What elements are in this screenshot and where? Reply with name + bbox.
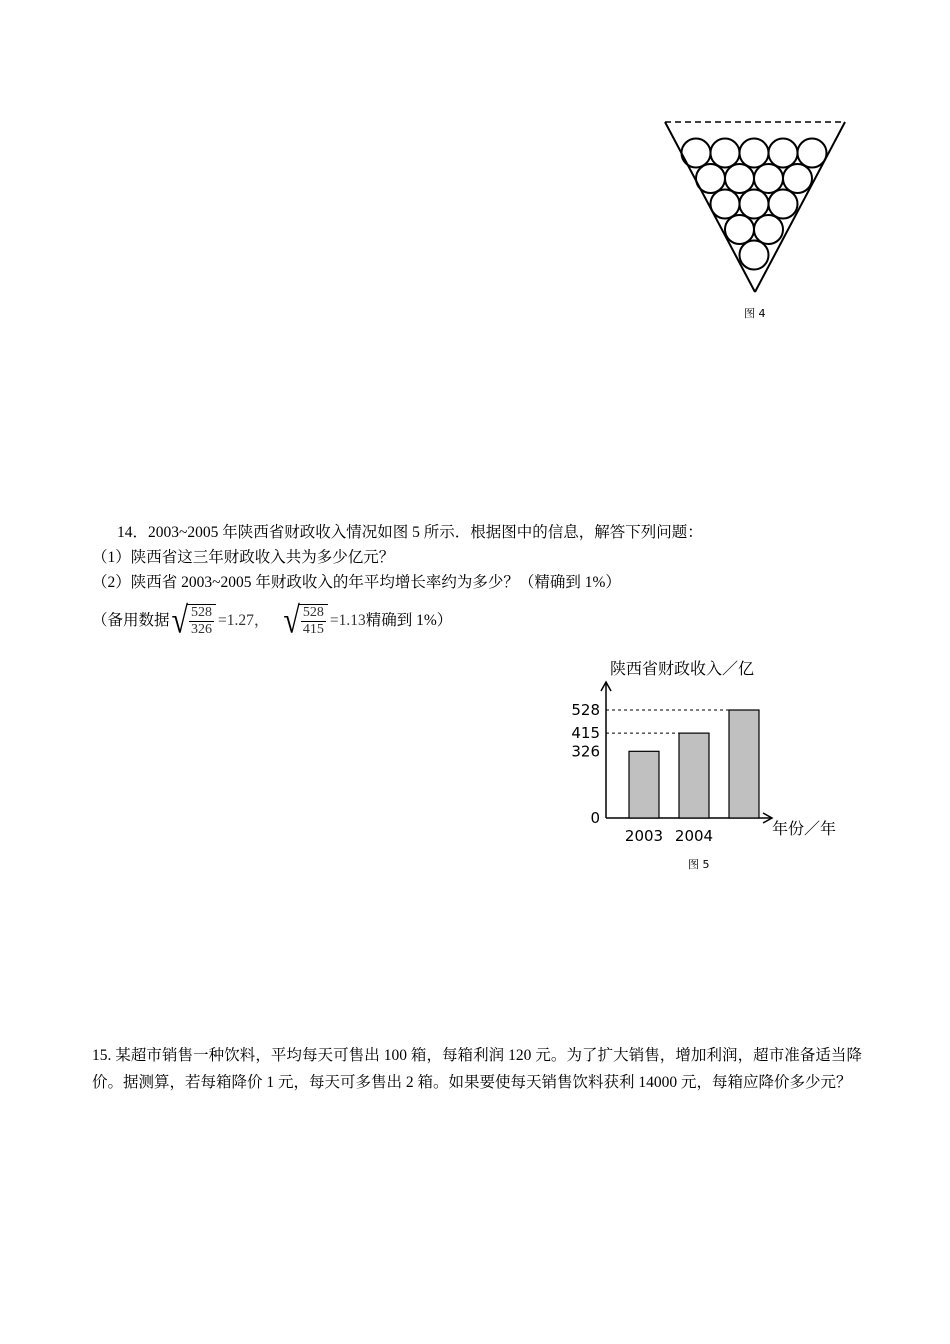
circle [740, 139, 769, 168]
frac-2-numerator: 528 [302, 605, 324, 620]
x-axis-label: 年份／年 [772, 819, 837, 838]
circle [725, 164, 754, 193]
circle [696, 164, 725, 193]
circle [769, 139, 798, 168]
q14-part-2: （2）陕西省 2003~2005 年财政收入的年平均增长率约为多少？（精确到 1%） [92, 574, 621, 591]
chart-marks [571, 682, 772, 845]
sqrt-fraction-1 [171, 599, 216, 641]
y-tick-label: 0 [590, 809, 600, 827]
circle [682, 139, 711, 168]
q14-ref-prefix: （备用数据 [92, 612, 170, 629]
frac-1-numerator: 528 [190, 605, 212, 620]
circle [740, 190, 769, 219]
chart-title: 陕西省财政收入／亿 [610, 659, 755, 678]
sqrt-fraction-2 [283, 599, 327, 641]
y-tick-label: 528 [571, 701, 600, 719]
q14-intro: 14．2003~2005 年陕西省财政收入情况如图 5 所示．根据图中的信息，解答下列问题： [117, 524, 703, 541]
q14-part-1: （1）陕西省这三年财政收入共为多少亿元？ [92, 549, 395, 566]
figure-4-triangle-diagram [655, 112, 855, 302]
circle [783, 164, 812, 193]
figure-5-bar-chart [560, 650, 860, 880]
y-tick-label: 415 [571, 724, 600, 743]
bar-2004 [679, 733, 709, 818]
bar-2003 [629, 751, 659, 818]
bar-2005 [729, 710, 759, 818]
q14-reference-data [92, 599, 452, 643]
circle [725, 215, 754, 244]
frac-1-denominator: 326 [190, 622, 212, 637]
chart-caption: 图 5 [688, 858, 710, 871]
q14-ref-eq-1: =1.27， [217, 612, 270, 629]
circle [740, 241, 769, 270]
circle [754, 215, 783, 244]
x-tick-label: 2003 [624, 827, 664, 845]
frac-2-denominator: 415 [302, 622, 324, 637]
circle [798, 139, 827, 168]
sqrt-symbol-icon: √ [171, 599, 188, 641]
q15-text: 15. 某超市销售一种饮料，平均每天可售出 100 箱，每箱利润 120 元。为了扩大销售，增加利润，超市准备适当降价。据测算，若每箱降价 1 元，每天可多售出 2 箱。如果要使每天销售饮料获利 14000 元，每箱应降价多少元？ [92, 1047, 862, 1091]
circle [711, 139, 740, 168]
circle [769, 190, 798, 219]
x-tick-label: 2004 [674, 827, 714, 845]
q14-ref-eq-2: =1.13 [329, 612, 366, 629]
stacked-circles [682, 139, 827, 270]
q14-ref-suffix: 精确到 1%） [365, 612, 453, 629]
y-tick-label: 326 [571, 742, 600, 761]
circle [754, 164, 783, 193]
sqrt-symbol-icon: √ [283, 599, 300, 641]
figure-4-caption: 图 4 [744, 307, 766, 320]
circle [711, 190, 740, 219]
